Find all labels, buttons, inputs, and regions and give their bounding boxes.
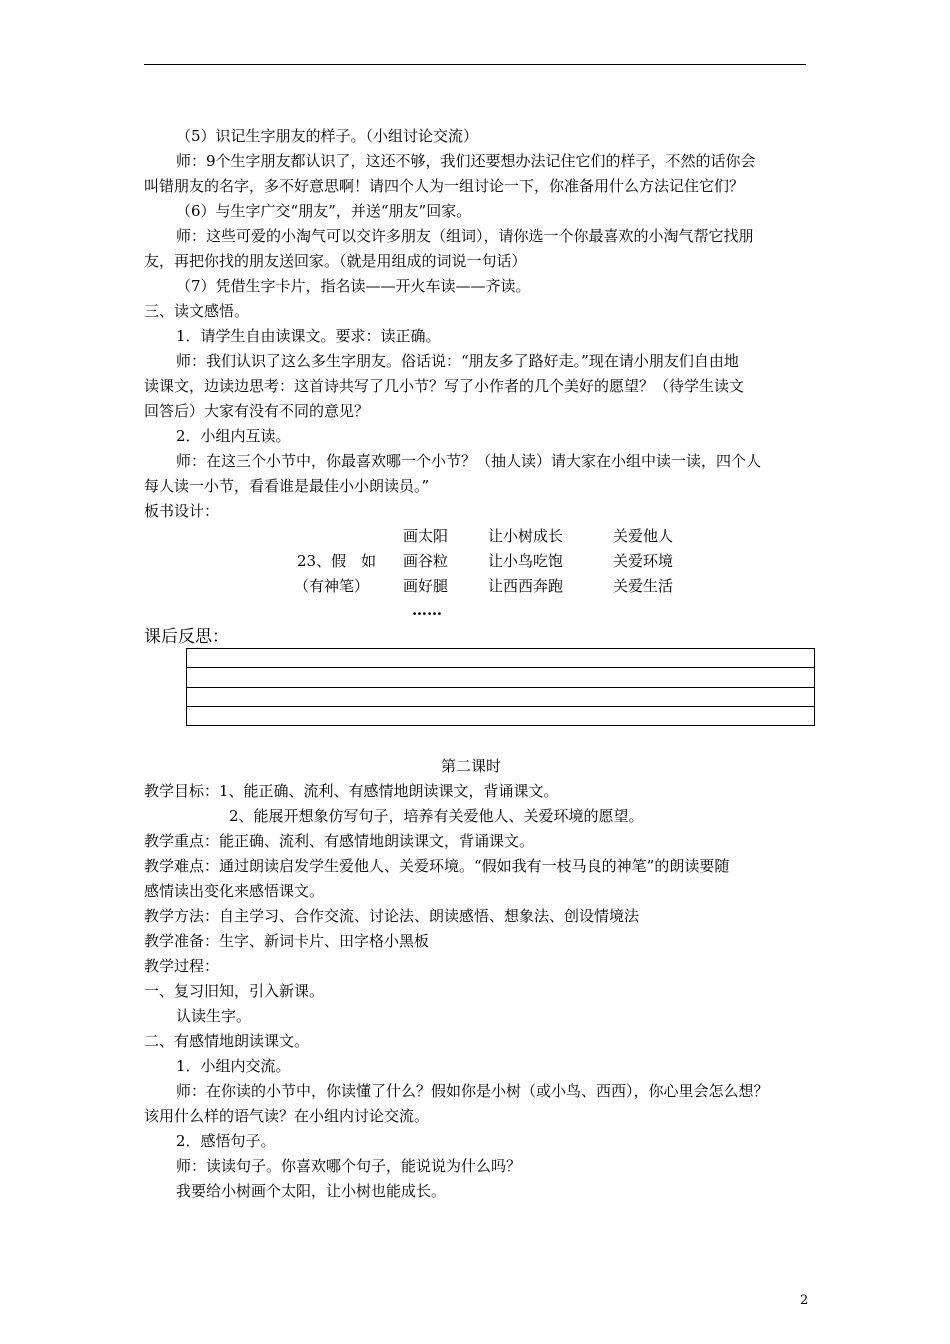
board-col1-item: 画谷粒 [403,552,449,570]
text-line: （5）识记生字朋友的样子。（小组讨论交流） [176,127,479,145]
board-subtitle: （有神笔） [294,577,370,595]
text-line: 师：在你读的小节中，你读懂了什么？假如你是小树（或小鸟、西西），你心里会怎么想？ [176,1082,769,1100]
text-line: 友，再把你找的朋友送回家。（就是用组成的词说一句话） [144,252,527,270]
text-line: 我要给小树画个太阳，让小树也能成长。 [176,1182,447,1200]
text-line: 读课文，边读边思考：这首诗共写了几小节？写了小作者的几个美好的愿望？（待学生读文 [144,377,745,395]
text-line: 2、能展开想象仿写句子，培养有关爱他人、关爱环境的愿望。 [229,807,644,825]
reflection-box[interactable] [186,648,815,726]
section-heading: 一、复习旧知，引入新课。 [144,982,325,1000]
text-line: 师：在这三个小节中，你最喜欢哪一个小节？（抽人读）请大家在小组中读一读，四个人 [176,452,762,470]
text-line: 认读生字。 [176,1007,252,1025]
board-col3-item: 关爱他人 [613,527,674,545]
board-col2-item: 让西西奔跑 [488,577,564,595]
board-title: 23、假 如 [297,552,377,570]
text-line: 1．小组内交流。 [176,1057,291,1075]
text-line: 师：9个生字朋友都认识了，这还不够，我们还要想办法记住它们的样子，不然的话你会 [176,152,756,170]
text-line: 叫错朋友的名字，多不好意思啊！请四个人为一组讨论一下，你准备用什么方法记住它们？ [144,177,745,195]
board-col3-item: 关爱生活 [613,577,674,595]
text-line: 该用什么样的语气读？在小组内讨论交流。 [144,1107,430,1125]
reflection-row-divider [187,667,814,668]
text-line: 教学过程： [144,957,220,975]
text-line: 每人读一小节，看看谁是最佳小小朗读员。” [144,477,430,495]
reflection-row-divider [187,687,814,688]
text-line: 教学方法：自主学习、合作交流、讨论法、朗读感悟、想象法、创设情境法 [144,907,640,925]
text-line: 师：读读句子。你喜欢哪个句子，能说说为什么吗？ [176,1157,522,1175]
board-col1-item: 画太阳 [403,527,449,545]
section-heading: 三、读文感悟。 [144,302,250,320]
text-line: 教学准备：生字、新词卡片、田字格小黑板 [144,932,430,950]
board-design-label: 板书设计： [144,502,220,520]
text-line: 2．小组内互读。 [176,427,291,445]
text-line: （7）凭借生字卡片，指名读——开火车读——齐读。 [176,277,531,295]
section-heading: 二、有感情地朗读课文。 [144,1032,310,1050]
text-line: 教学难点：通过朗读启发学生爱他人、关爱环境。“假如我有一枝马良的神笔”的朗读要随 [144,857,730,875]
text-line: 教学重点：能正确、流利、有感情地朗读课文，背诵课文。 [144,832,535,850]
text-line: 师：我们认识了这么多生字朋友。俗话说：“朋友多了路好走。”现在请小朋友们自由地 [176,352,739,370]
text-line: 师：这些可爱的小淘气可以交许多朋友（组词），请你选一个你最喜欢的小淘气帮它找朋 [176,227,754,245]
board-col2-item: 让小树成长 [488,527,564,545]
reflection-label: 课后反思： [144,627,229,647]
lesson-title: 第二课时 [441,757,502,775]
reflection-row-divider [187,706,814,707]
header-rule [144,64,806,65]
text-line: 教学目标：1、能正确、流利、有感情地朗读课文，背诵课文。 [144,782,559,800]
text-line: 1．请学生自由读课文。要求：读正确。 [176,327,441,345]
board-ellipsis: …… [412,601,442,619]
text-line: 感情读出变化来感悟课文。 [144,882,325,900]
text-line: （6）与生字广交“朋友”，并送“朋友”回家。 [176,202,472,220]
board-col1-item: 画好腿 [403,577,449,595]
board-col2-item: 让小鸟吃饱 [488,552,564,570]
text-line: 回答后）大家有没有不同的意见？ [144,402,370,420]
text-line: 2．感悟句子。 [176,1132,276,1150]
page-number: 2 [800,1293,809,1308]
board-col3-item: 关爱环境 [613,552,674,570]
